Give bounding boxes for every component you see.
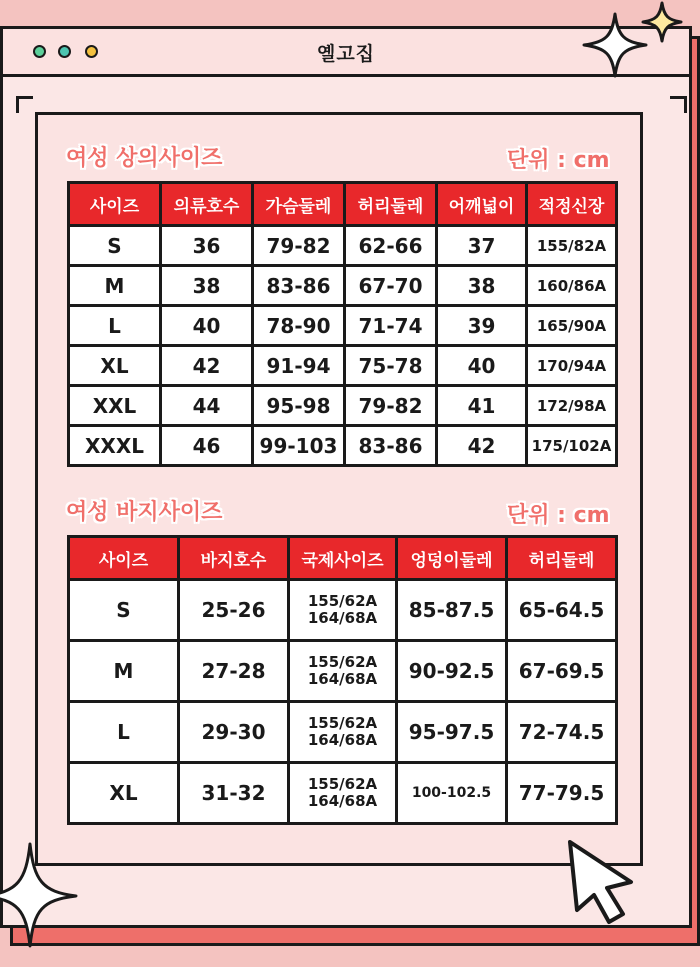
top-table-cell: M <box>69 266 161 306</box>
top-table-cell: 170/94A <box>527 346 617 386</box>
bottom-table-cell-line: 155/62A <box>307 775 378 793</box>
bottom-table-cell: 85-87.5 <box>397 580 507 641</box>
table-header-row <box>69 183 617 226</box>
top-section-title: 여성 상의사이즈 <box>66 146 223 171</box>
top-table-cell: 44 <box>161 386 253 426</box>
top-table-cell: 91-94 <box>253 346 345 386</box>
bottom-table-cell: S <box>69 580 179 641</box>
bottom-table-cell: L <box>69 702 179 763</box>
top-table-cell: 39 <box>437 306 527 346</box>
bottom-table-cell: 31-32 <box>179 763 289 824</box>
bottom-table-cell-line: 155/62A <box>307 714 378 732</box>
top-table-header-cell: 사이즈 <box>69 183 161 226</box>
table-row <box>69 702 617 763</box>
table-row <box>69 306 617 346</box>
top-table-header-cell: 가슴둘레 <box>253 183 345 226</box>
table-row <box>69 386 617 426</box>
top-table-header-cell: 적정신장 <box>527 183 617 226</box>
small-sparkle-icon <box>640 0 684 44</box>
bottom-table-cell-line: 155/62A <box>307 653 378 671</box>
top-table-header-cell: 어깨넓이 <box>437 183 527 226</box>
table-row <box>69 226 617 266</box>
top-table-cell: 71-74 <box>345 306 437 346</box>
bottom-table-cell: M <box>69 641 179 702</box>
bottom-table-cell: 65-64.5 <box>507 580 617 641</box>
bottom-table-cell: 72-74.5 <box>507 702 617 763</box>
top-table-cell: 38 <box>437 266 527 306</box>
bottom-table-cell <box>289 702 397 763</box>
bottom-table-cell-line: 164/68A <box>307 670 378 688</box>
top-table-cell: 40 <box>437 346 527 386</box>
top-table-cell: 42 <box>161 346 253 386</box>
table-row <box>69 346 617 386</box>
bottom-table-cell: 29-30 <box>179 702 289 763</box>
bottom-table-cell: 90-92.5 <box>397 641 507 702</box>
table-row <box>69 426 617 466</box>
top-section-unit: 단위 : cm <box>507 148 610 173</box>
bottom-table-header-cell: 허리둘레 <box>507 537 617 580</box>
bottom-table-cell-line: 164/68A <box>307 609 378 627</box>
top-table-cell: 42 <box>437 426 527 466</box>
bottom-table-header-cell: 바지호수 <box>179 537 289 580</box>
bottom-table-header-cell: 사이즈 <box>69 537 179 580</box>
bottom-table-cell-line: 155/62A <box>307 592 378 610</box>
table-row <box>69 580 617 641</box>
top-table-cell: 165/90A <box>527 306 617 346</box>
top-table-cell: 79-82 <box>253 226 345 266</box>
cursor-arrow-icon <box>565 838 640 928</box>
bottom-table-cell: 67-69.5 <box>507 641 617 702</box>
top-table-cell: 83-86 <box>253 266 345 306</box>
top-table-cell: 40 <box>161 306 253 346</box>
corner-bracket-left <box>16 96 33 113</box>
top-table-cell: 172/98A <box>527 386 617 426</box>
bottom-table-cell: 95-97.5 <box>397 702 507 763</box>
bottom-table-cell: 27-28 <box>179 641 289 702</box>
table-row <box>69 266 617 306</box>
bottom-table-cell <box>289 641 397 702</box>
top-table-cell: 38 <box>161 266 253 306</box>
top-table-cell: 37 <box>437 226 527 266</box>
top-table-cell: 175/102A <box>527 426 617 466</box>
top-table-cell: 79-82 <box>345 386 437 426</box>
table-row <box>69 641 617 702</box>
bottom-section-title: 여성 바지사이즈 <box>66 500 223 525</box>
top-table-cell: 75-78 <box>345 346 437 386</box>
top-table-cell: 67-70 <box>345 266 437 306</box>
bottom-table-header-cell: 국제사이즈 <box>289 537 397 580</box>
table-row <box>69 763 617 824</box>
top-table-cell: L <box>69 306 161 346</box>
top-table-cell: 155/82A <box>527 226 617 266</box>
top-table-cell: 99-103 <box>253 426 345 466</box>
top-table-cell: 95-98 <box>253 386 345 426</box>
corner-bracket-right <box>670 96 687 113</box>
bottom-table-cell <box>289 763 397 824</box>
table-header-row <box>69 537 617 580</box>
top-table-header-cell: 의류호수 <box>161 183 253 226</box>
bottom-table-cell: 100-102.5 <box>397 763 507 824</box>
top-table-cell: 46 <box>161 426 253 466</box>
top-table-cell: S <box>69 226 161 266</box>
bottom-table-cell: 77-79.5 <box>507 763 617 824</box>
bottom-size-table <box>67 535 618 825</box>
top-table-cell: XL <box>69 346 161 386</box>
top-table-cell: 83-86 <box>345 426 437 466</box>
top-table-cell: XXXL <box>69 426 161 466</box>
bottom-table-cell: 25-26 <box>179 580 289 641</box>
top-table-cell: 78-90 <box>253 306 345 346</box>
bottom-table-cell-line: 164/68A <box>307 792 378 810</box>
top-table-cell: 62-66 <box>345 226 437 266</box>
top-table-cell: 41 <box>437 386 527 426</box>
top-table-header-cell: 허리둘레 <box>345 183 437 226</box>
bottom-table-header-cell: 엉덩이둘레 <box>397 537 507 580</box>
bottom-table-cell-line: 164/68A <box>307 731 378 749</box>
bottom-table-cell: XL <box>69 763 179 824</box>
top-size-table <box>67 181 618 467</box>
top-table-cell: 36 <box>161 226 253 266</box>
window-title: 옐고집 <box>316 43 376 65</box>
top-table-cell: XXL <box>69 386 161 426</box>
sparkle-icon-bottom <box>0 840 80 950</box>
bottom-table-cell <box>289 580 397 641</box>
top-table-cell: 160/86A <box>527 266 617 306</box>
bottom-section-unit: 단위 : cm <box>507 503 610 528</box>
